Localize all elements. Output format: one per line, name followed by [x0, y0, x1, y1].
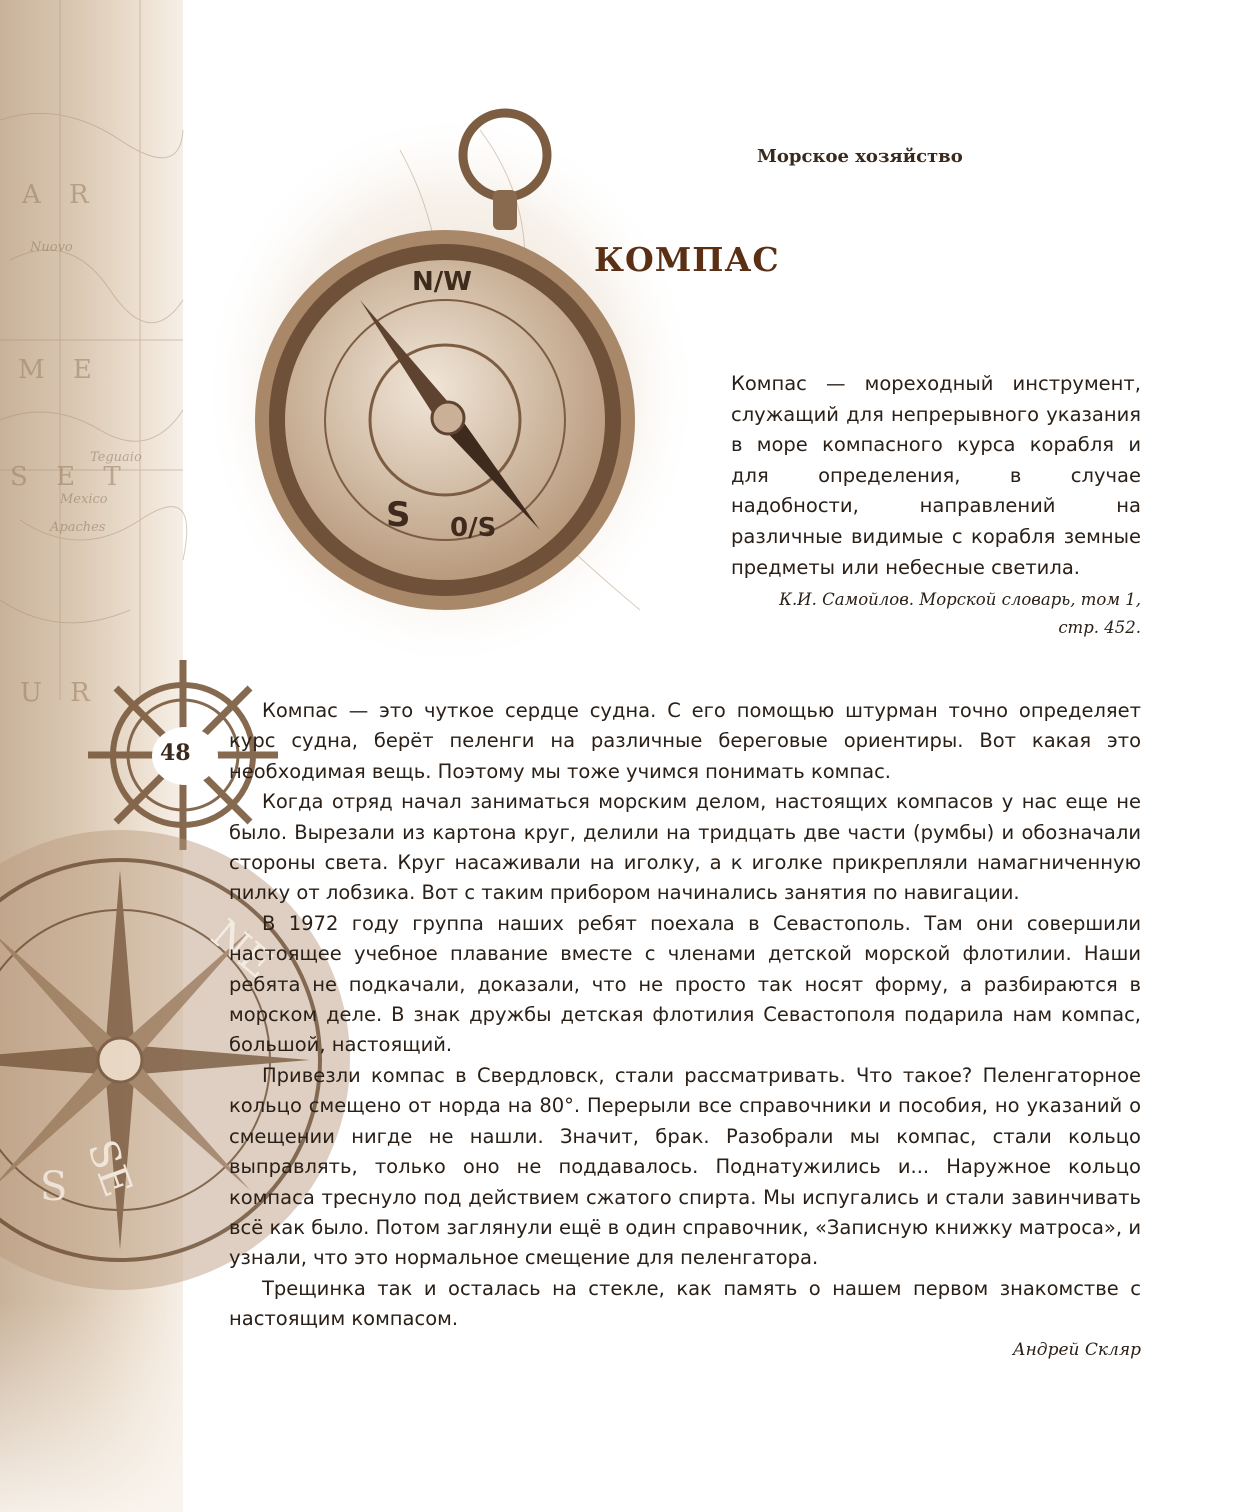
- map-label: Mexico: [60, 492, 108, 507]
- pocket-compass-illustration: [200, 90, 700, 670]
- epigraph-source-line: К.И. Самойлов. Морской словарь, том 1,: [779, 590, 1141, 609]
- map-label: A R: [22, 180, 99, 210]
- map-label: M E: [18, 355, 102, 385]
- svg-text:NE: NE: [202, 911, 282, 988]
- map-label: Apaches: [50, 520, 106, 535]
- paragraph: В 1972 году группа наших ребят поехала в Севастополь. Там они совершили настоящее учебное плавание вместе с членами детской морской флотилии. Наши ребята не подкачали, доказали, что не просто так носят форму, а разбираются в морском деле. В знак дружбы детская флотилия Севастополя подарила нам компас, большой, настоящий.: [229, 911, 1141, 1057]
- compass-label: 0/S: [450, 513, 497, 543]
- epigraph-text: Компас — мореходный инструмент, служащий для непрерывного указания в море компасного курса корабля и для определения, в случае надобности, направлений на различные видимые с корабля земные предметы или небесные светила.: [731, 372, 1141, 579]
- page-title: КОМПАС: [594, 240, 780, 279]
- compass-label: N/W: [412, 267, 472, 297]
- svg-text:S: S: [40, 1164, 68, 1210]
- map-label: Teguaio: [90, 450, 142, 465]
- map-label: U R: [20, 678, 100, 708]
- article-body: [229, 696, 1141, 1335]
- epigraph-source-line: стр. 452.: [1058, 618, 1141, 637]
- section-header: Морское хозяйство: [757, 146, 963, 167]
- page-number: 48: [160, 740, 191, 766]
- epigraph-source: [700, 586, 1141, 642]
- svg-text:SE: SE: [78, 1133, 141, 1203]
- paragraph: Когда отряд начал заниматься морским делом, настоящих компасов у нас еще не было. Вырезали из картона круг, делили на тридцать две части (румбы) и обозначали стороны света. Круг насаживали на иголку, а к иголке прикрепляли намагниченную пилку от лобзика. Вот с таким прибором начинались занятия по навигации.: [229, 790, 1141, 905]
- map-label: S E T: [10, 462, 131, 492]
- map-label: Nuovo: [30, 240, 73, 255]
- paragraph: Привезли компас в Свердловск, стали рассматривать. Что такое? Пеленгаторное кольцо смещено от норда на 80°. Перерыли все справочники и пособия, но указаний о смещении нигде не нашли. Значит, брак. Разобрали мы компас, стали кольцо выправлять, только оно не поддавалось. Поднатужились и... Наружное кольцо компаса треснуло под действием сжатого спирта. Мы испугались и стали завинчивать всё как было. Потом заглянули ещё в один справочник, «Записную книжку матроса», и узнали, что это нормальное смещение для пеленгатора.: [229, 1063, 1141, 1270]
- band-fade: [0, 1300, 183, 1512]
- paragraph: Компас — это чуткое сердце судна. С его помощью штурман точно определяет курс судна, берёт пеленги на различные береговые ориентиры. Вот какая это необходимая вещь. Поэтому мы тоже учимся понимать компас.: [229, 699, 1141, 783]
- paragraph: Трещинка так и осталась на стекле, как память о нашем первом знакомстве с настоящим компасом.: [229, 1276, 1141, 1331]
- compass-label: S: [386, 495, 411, 535]
- article-author: Андрей Скляр: [1012, 1340, 1141, 1360]
